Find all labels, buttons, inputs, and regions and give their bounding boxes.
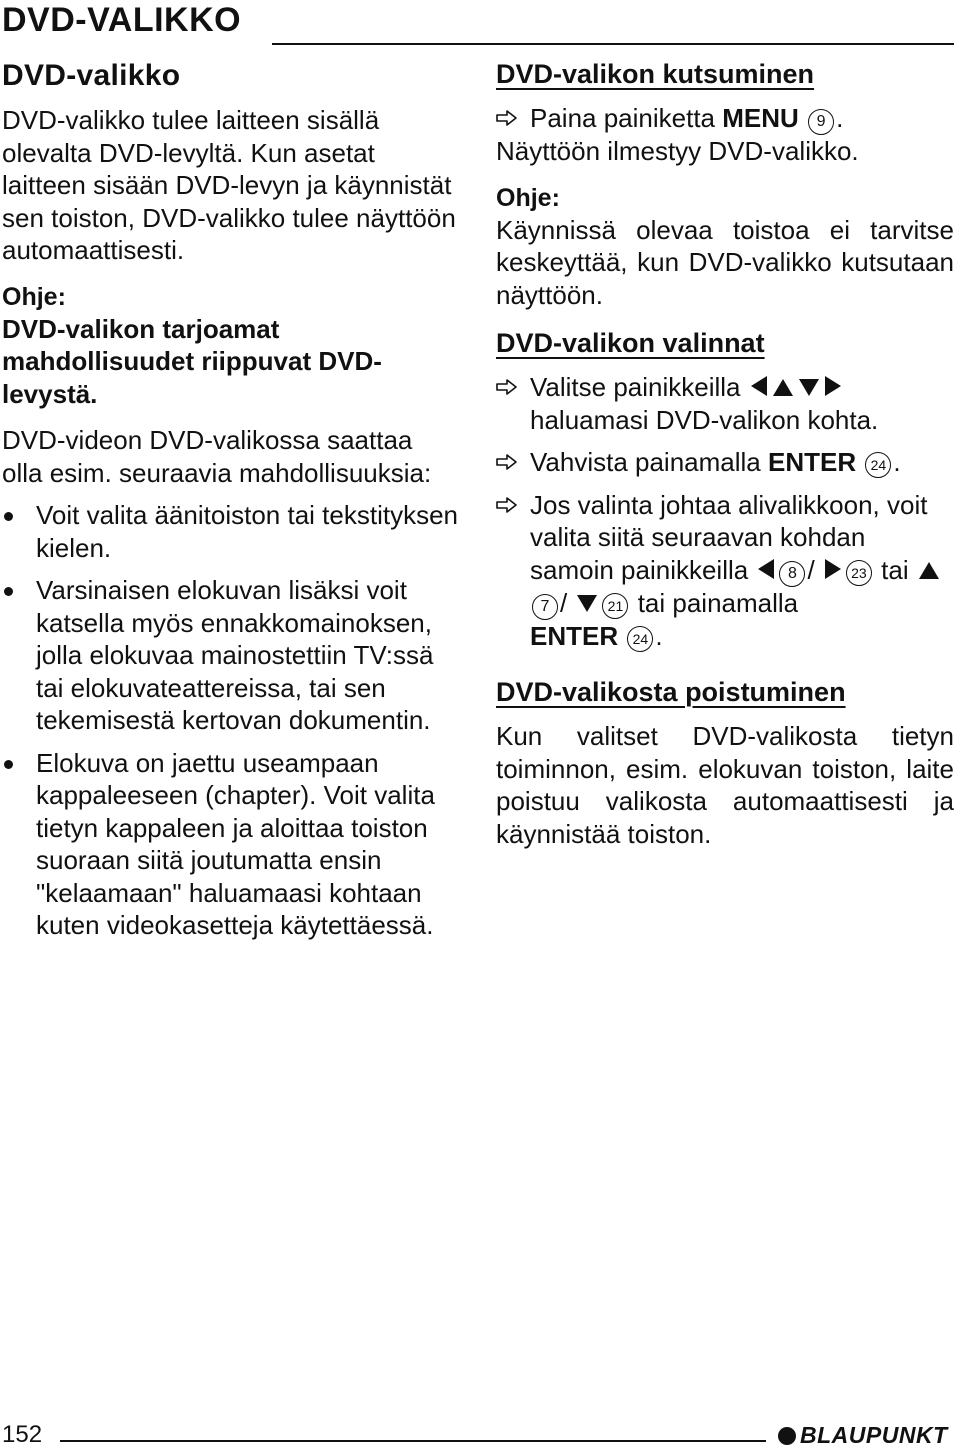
bullet-item xyxy=(2,747,460,942)
left-arrow-icon xyxy=(751,376,767,396)
down-arrow-icon xyxy=(799,379,819,396)
page-title: DVD-VALIKKO xyxy=(2,1,242,39)
header-rule xyxy=(272,43,954,45)
step-select xyxy=(496,371,954,436)
bullet-icon xyxy=(4,512,13,521)
up-arrow-icon xyxy=(773,379,793,396)
left-column xyxy=(2,56,460,942)
bullet-icon xyxy=(4,760,13,769)
step-arrow-icon xyxy=(496,454,518,470)
note-label: Ohje: xyxy=(496,183,560,212)
enter-key-label: ENTER xyxy=(768,447,857,477)
brand-dot-icon xyxy=(778,1427,796,1445)
menu-key-label: MENU xyxy=(722,103,799,133)
right-arrow-icon xyxy=(825,376,841,396)
bullet-text: Voit valita äänitoiston tai tekstityksen kielen. xyxy=(36,500,459,563)
left-arrow-icon xyxy=(758,559,774,579)
page-footer xyxy=(0,1418,960,1452)
step-arrow-icon xyxy=(496,497,518,513)
step-text: Vahvista painamalla xyxy=(530,447,761,477)
step-result: Näyttöön ilmestyy DVD-valikko. xyxy=(496,136,859,166)
right-arrow-icon xyxy=(825,559,841,579)
right-column xyxy=(496,56,954,850)
step-text: Jos valinta johtaa alivalikkoon, voit valita siitä seuraavan kohdan samoin painikkeilla xyxy=(530,489,928,585)
button-number-8: 8 xyxy=(779,561,805,587)
note-text: Käynnissä olevaa toistoa ei tarvitse keskeyttää, kun DVD-valikko kutsutaan näyttöön. xyxy=(496,214,954,310)
bullet-item xyxy=(2,574,460,737)
up-arrow-icon xyxy=(919,562,939,579)
button-number-21: 21 xyxy=(602,593,628,619)
button-number-23: 23 xyxy=(846,560,872,586)
step-submenu: Jos valinta johtaa alivalikkoon, voit valita siitä seuraavan kohdan samoin painikkeilla 8 / 23 tai 7 / 21 tai painamalla ENTER 24 . xyxy=(496,489,954,653)
step-arrow-icon xyxy=(496,379,518,395)
step-text: Valitse painikkeilla xyxy=(530,372,741,402)
section-heading-dvd-valikko: DVD-valikko xyxy=(2,59,181,92)
footer-rule xyxy=(60,1440,766,1442)
button-number-24: 24 xyxy=(627,626,653,652)
note-text: DVD-valikon tarjoamat mahdollisuudet riippuvat DVD-levystä. xyxy=(2,313,382,409)
page-number: 152 xyxy=(2,1421,43,1448)
step-text: Paina painiketta xyxy=(530,103,716,133)
section-heading-poistuminen: DVD-valikosta poistuminen xyxy=(496,677,846,707)
options-intro: DVD-videon DVD-valikossa saattaa olla esim. seuraavia mahdollisuuksia: xyxy=(2,425,432,488)
bullet-text: Varsinaisen elokuvan lisäksi voit katsella myös ennakkomainoksen, jolla elokuvaa mainostettiin TV:ssä tai elokuvateattereissa, tai sen tekemisestä kertovan dokumentin. xyxy=(36,575,434,735)
bullet-text: Elokuva on jaettu useampaan kappaleeseen (chapter). Voit valita tietyn kappaleen ja aloittaa toiston suoraan siitä joutumatta ensin "kelaamaan" haluamaasi kohtaan kuten videokasetteja käytettäessä. xyxy=(36,747,435,940)
button-number-9: 9 xyxy=(808,109,834,135)
down-arrow-icon xyxy=(577,595,597,612)
step-arrow-icon xyxy=(496,110,518,126)
section-heading-valinnat: DVD-valikon valinnat xyxy=(496,328,765,358)
button-number-7: 7 xyxy=(532,594,558,620)
section-heading-kutsuminen: DVD-valikon kutsuminen xyxy=(496,59,815,89)
note-label: Ohje: xyxy=(2,282,66,311)
button-number-24: 24 xyxy=(865,452,891,478)
enter-key-label: ENTER xyxy=(530,620,619,651)
step-text-cont: haluamasi DVD-valikon kohta. xyxy=(530,404,879,435)
brand-name: BLAUPUNKT xyxy=(800,1422,948,1448)
bullet-item xyxy=(2,499,460,564)
intro-paragraph: DVD-valikko tulee laitteen sisällä olevalta DVD-levyltä. Kun asetat laitteen sisään DVD-levyn ja käynnistät sen toiston, DVD-valikko tulee näyttöön automaattisesti. xyxy=(2,105,456,265)
bullet-icon xyxy=(4,587,13,596)
step-confirm: Vahvista painamalla ENTER 24 . xyxy=(496,446,954,479)
step-menu: Paina painiketta MENU 9 . xyxy=(496,102,954,135)
brand-logo xyxy=(778,1420,948,1450)
exit-paragraph: Kun valitset DVD-valikosta tietyn toiminnon, esim. elokuvan toiston, laite poistuu valikosta automaattisesti ja käynnistää toiston. xyxy=(496,721,954,849)
